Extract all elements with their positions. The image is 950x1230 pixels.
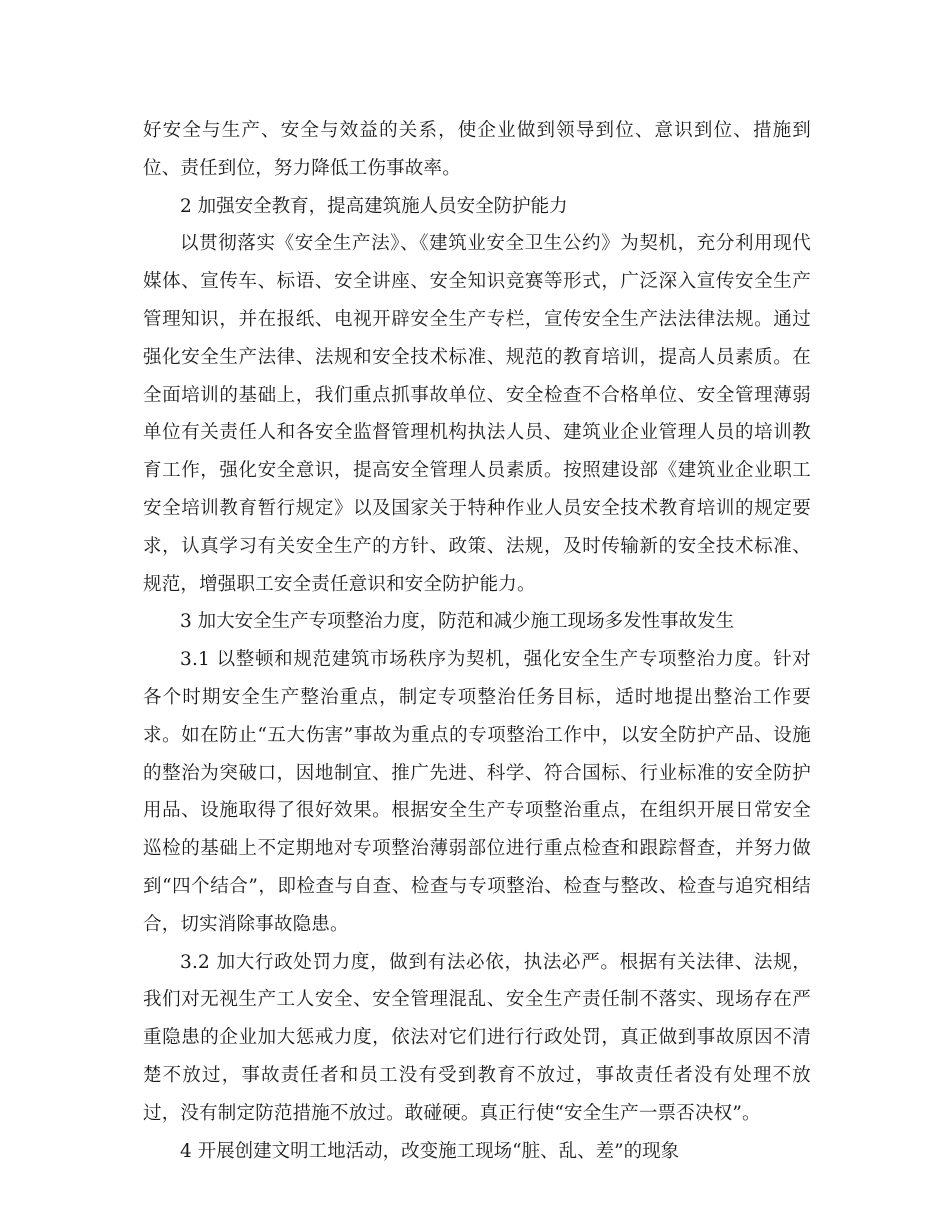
document-page (143, 112, 811, 1170)
paragraph-continuation: 好安全与生产、安全与效益的关系，使企业做到领导到位、意识到位、措施到位、责任到位，努力降低工伤事故率。 (143, 120, 811, 179)
section-heading-2: 2 加强安全教育，提高建筑施人员安全防护能力 (180, 195, 568, 217)
section-heading-3: 3 加大安全生产专项整治力度，防范和减少施工现场多发性事故发生 (180, 611, 735, 633)
paragraph-3-1: 3.1 以整顿和规范建筑市场秩序为契机，强化安全生产专项整治力度。针对各个时期安全生产整治重点，制定专项整治任务目标，适时地提出整治工作要求。如在防止“五大伤害”事故为重点的专项整治工作中，以安全防护产品、设施的整治为突破口，因地制宜、推广先进、科学、符合国标、行业标准的安全防护用品、设施取得了很好效果。根据安全生产专项整治重点，在组织开展日常安全巡检的基础上不定期地对专项整治薄弱部位进行重点检查和跟踪督查，并努力做到“四个结合”，即检查与自查、检查与专项整治、检查与整改、检查与追究相结合，切实消除事故隐患。 (143, 649, 811, 935)
paragraph-safety-education: 以贯彻落实《安全生产法》、《建筑业安全卫生公约》为契机，充分利用现代媒体、宣传车、标语、安全讲座、安全知识竞赛等形式，广泛深入宣传安全生产管理知识，并在报纸、电视开辟安全生产专栏，宣传安全生产法法律法规。通过强化安全生产法律、法规和安全技术标准、规范的教育培训，提高人员素质。在全面培训的基础上，我们重点抓事故单位、安全检查不合格单位、安全管理薄弱单位有关责任人和各安全监督管理机构执法人员、建筑业企业管理人员的培训教育工作，强化安全意识，提高安全管理人员素质。按照建设部《建筑业企业职工安全培训教育暂行规定》以及国家关于特种作业人员安全技术教育培训的规定要求，认真学习有关安全生产的方针、政策、法规，及时传输新的安全技术标准、规范，增强职工安全责任意识和安全防护能力。 (143, 233, 811, 595)
section-heading-4: 4 开展创建文明工地活动，改变施工现场“脏、乱、差”的现象 (180, 1140, 680, 1162)
paragraph-3-2: 3.2 加大行政处罚力度，做到有法必依，执法必严。根据有关法律、法规，我们对无视生产工人安全、安全管理混乱、安全生产责任制不落实、现场存在严重隐患的企业加大惩戒力度，依法对它们进行行政处罚，真正做到事故原因不清楚不放过，事故责任者和员工没有受到教育不放过，事故责任者没有处理不放过，没有制定防范措施不放过。敢碰硬。真正行使“安全生产一票否决权”。 (143, 951, 811, 1124)
